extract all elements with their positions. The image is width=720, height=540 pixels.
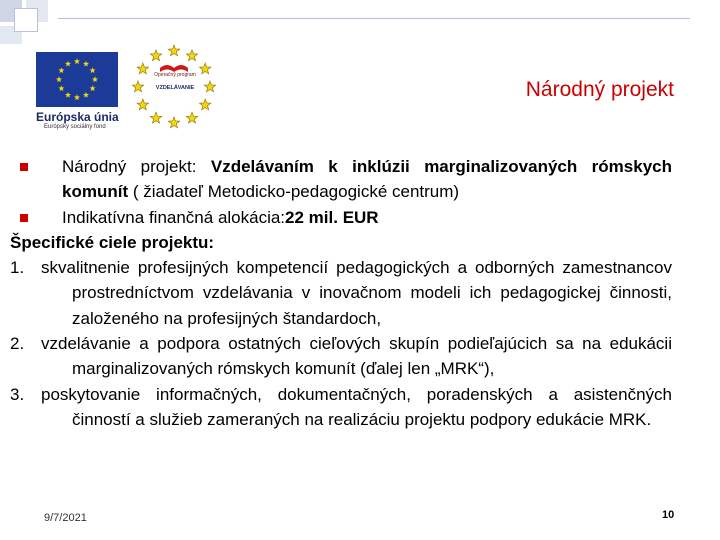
program-star-icon [186, 50, 197, 61]
bullet-square-icon [20, 214, 28, 222]
program-star-icon [168, 117, 179, 128]
eu-star-icon [83, 61, 89, 67]
program-logo [132, 44, 216, 134]
program-star-icon [137, 99, 148, 110]
bullet2-lead: Indikatívna finančná alokácia: [62, 207, 286, 227]
program-star-icon [132, 81, 143, 92]
program-star-icon [199, 63, 210, 74]
eu-star-icon [65, 92, 71, 98]
footer-date: 9/7/2021 [44, 512, 87, 524]
program-star-icon [204, 81, 215, 92]
eu-logo-subtitle: Európsky sociálny fond [44, 124, 106, 130]
eu-star-icon [56, 76, 62, 82]
program-logo-line1: Operačný program [154, 72, 196, 78]
program-star-icon [168, 45, 179, 56]
eu-star-icon [83, 92, 89, 98]
objective-number: 2. [10, 334, 25, 354]
bullet1-applicant: ( žiadateľ Metodicko-pedagogické centrum) [128, 182, 460, 202]
bullet1-project-name: Vzdelávaním k inklúzii marginalizovaných rómskych komunít [62, 157, 672, 202]
eu-logo [36, 52, 126, 132]
program-star-icon [150, 50, 161, 61]
objective-text: poskytovanie informačných, dokumentačných, poradenských a asistenčných činností a služieb zameraných na realizáciu projektu podpory edukácie MRK. [41, 384, 672, 429]
slide-body [10, 154, 672, 432]
program-logo-line2: VZDELÁVANIE [155, 85, 195, 91]
eu-star-icon [74, 94, 80, 100]
corner-square-outline [14, 8, 38, 32]
eu-star-icon [65, 61, 71, 67]
objective-number: 3. [10, 384, 25, 404]
bullet2-amount: 22 mil. EUR [285, 207, 379, 227]
eu-logo-name: Európska únia [36, 110, 119, 124]
objectives-heading: Špecifické ciele projektu: [10, 232, 215, 252]
eu-flag-icon [36, 52, 118, 107]
objective-item [10, 382, 672, 433]
objective-text: skvalitnenie profesijných kompetencií pedagogických a odborných zamestnancov prostredníctvom vzdelávania v inovačnom modeli ich pedagogickej činnosti, založeného na profesijných štandardoch, [41, 258, 672, 328]
eu-star-icon [74, 58, 80, 64]
bullet-item-allocation [10, 205, 672, 230]
objective-item [10, 331, 672, 382]
bullet-item-project [10, 154, 672, 205]
page-number: 10 [662, 509, 675, 521]
objective-item [10, 255, 672, 331]
objective-text: vzdelávanie a podpora ostatných cieľových skupín podieľajúcich sa na edukácii marginalizovaných rómskych komunít (ďalej len „MRK“), [41, 334, 672, 379]
eu-star-icon [90, 67, 96, 73]
objective-number: 1. [10, 258, 25, 278]
program-star-icon [186, 112, 197, 123]
bullet-square-icon [20, 163, 28, 171]
bullet1-lead: Národný projekt: [62, 157, 211, 176]
eu-star-icon [92, 76, 98, 82]
eu-star-icon [90, 85, 96, 91]
title-rule [58, 18, 690, 19]
open-book-icon [160, 65, 188, 72]
eu-star-icon [58, 67, 64, 73]
eu-star-icon [58, 85, 64, 91]
slide-title: Národný projekt [525, 78, 674, 101]
program-star-icon [137, 63, 148, 74]
program-star-icon [150, 112, 161, 123]
program-star-icon [199, 99, 210, 110]
